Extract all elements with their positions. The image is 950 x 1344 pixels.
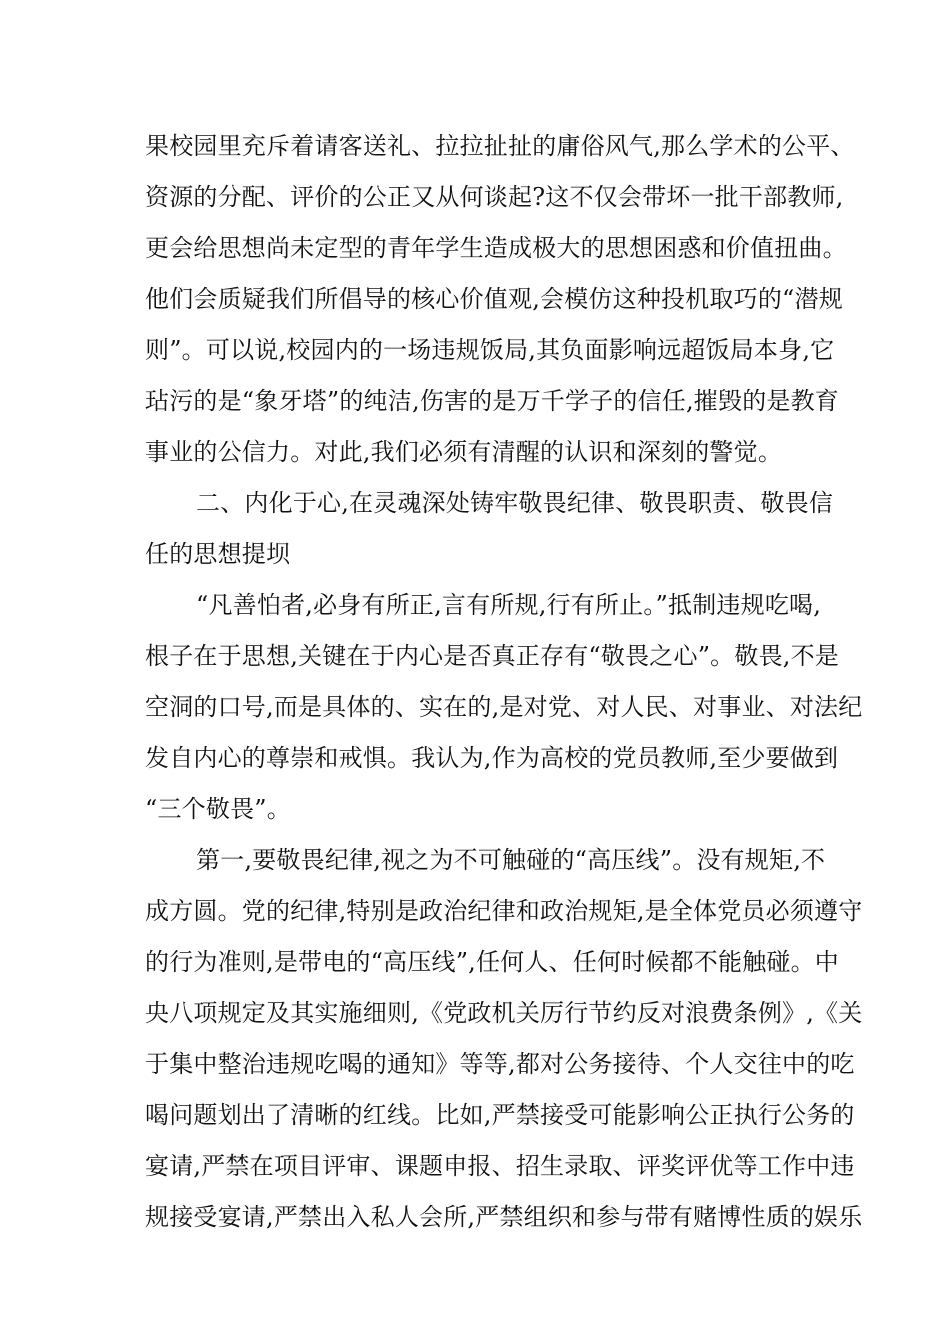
text-line: 事业的公信力。对此,我们必须有清醒的认识和深刻的警觉。 <box>145 438 783 466</box>
section-heading-line: 任的思想提坝 <box>145 540 291 568</box>
section-heading-line: 二、内化于心,在灵魂深处铸牢敬畏纪律、敬畏职责、敬畏信 <box>196 489 834 517</box>
text-line: 第一,要敬畏纪律,视之为不可触碰的“高压线”。没有规矩,不 <box>196 846 826 874</box>
text-line: 于集中整治违规吃喝的通知》等等,都对公务接待、个人交往中的吃 <box>145 1050 855 1078</box>
text-line: 空洞的口号,而是具体的、实在的,是对党、对人民、对事业、对法纪 <box>145 693 863 721</box>
text-line: 央八项规定及其实施细则,《党政机关厉行节约反对浪费条例》,《关 <box>145 999 863 1027</box>
text-line: 发自内心的尊崇和戒惧。我认为,作为高校的党员教师,至少要做到 <box>145 744 839 772</box>
text-line: 宴请,严禁在项目评审、课题申报、招生录取、评奖评优等工作中违 <box>145 1152 855 1180</box>
text-line: 玷污的是“象牙塔”的纯洁,伤害的是万千学子的信任,摧毁的是教育 <box>145 387 839 415</box>
text-line: “凡善怕者,必身有所正,言有所规,行有所止。”抵制违规吃喝, <box>196 591 822 619</box>
text-line: 他们会质疑我们所倡导的核心价值观,会模仿这种投机取巧的“潜规 <box>145 285 843 313</box>
text-line: 的行为准则,是带电的“高压线”,任何人、任何时候都不能触碰。中 <box>145 948 839 976</box>
text-line: 喝问题划出了清晰的红线。比如,严禁接受可能影响公正执行公务的 <box>145 1101 855 1129</box>
text-line: 成方圆。党的纪律,特别是政治纪律和政治规矩,是全体党员必须遵守 <box>145 897 863 925</box>
text-line: 则”。可以说,校园内的一场违规饭局,其负面影响远超饭局本身,它 <box>145 336 835 364</box>
text-line: “三个敬畏”。 <box>145 795 291 823</box>
text-line: 果校园里充斥着请客送礼、拉拉扯扯的庸俗风气,那么学术的公平、 <box>145 132 855 160</box>
text-line: 资源的分配、评价的公正又从何谈起?这不仅会带坏一批干部教师, <box>145 183 844 211</box>
text-line: 更会给思想尚未定型的青年学生造成极大的思想困惑和价值扭曲。 <box>145 234 847 262</box>
text-line: 规接受宴请,严禁出入私人会所,严禁组织和参与带有赌博性质的娱乐 <box>145 1203 863 1231</box>
text-line: 根子在于思想,关键在于内心是否真正存有“敬畏之心”。敬畏,不是 <box>145 642 839 670</box>
